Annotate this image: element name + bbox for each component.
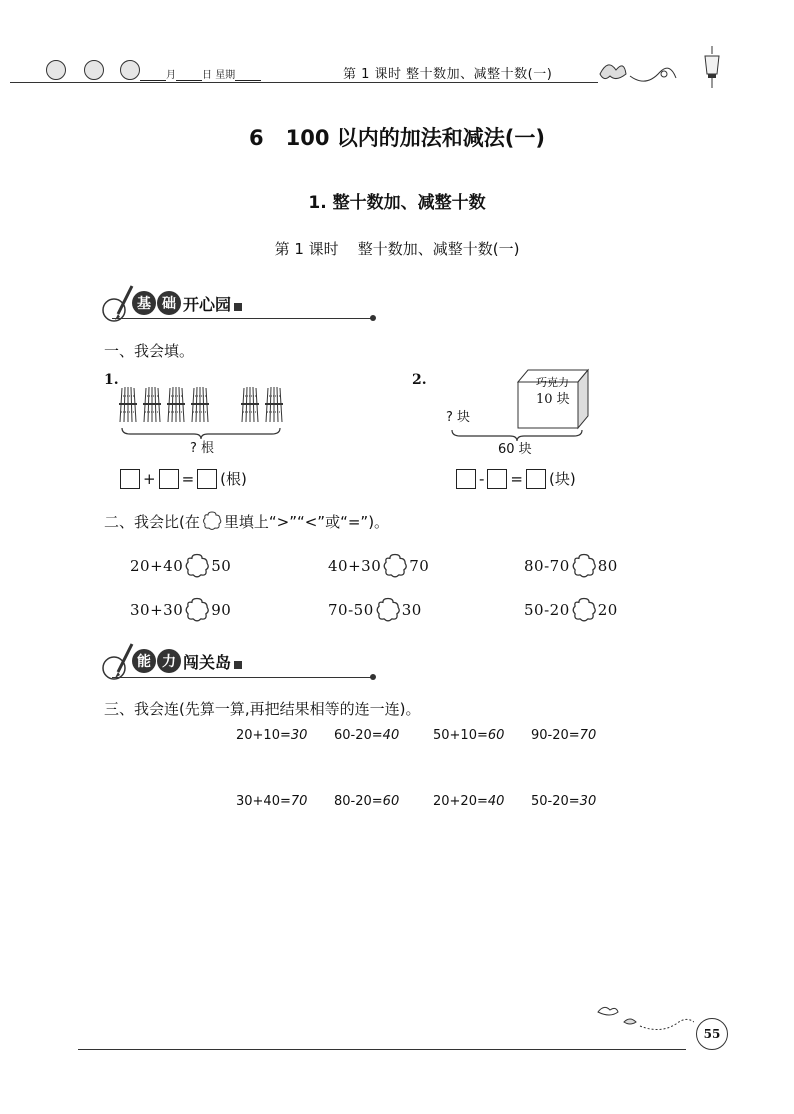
lantern-icon: [700, 46, 724, 90]
badge-text: 开心园: [183, 294, 232, 314]
section-badge-basic: [132, 290, 242, 316]
q1-p2-unknown-label: ? 块: [446, 410, 471, 425]
match-item[interactable]: 90-20=70: [531, 728, 597, 743]
q3-heading: 三、我会连(先算一算,再把结果相等的连一连)。: [104, 700, 421, 718]
q1-p2-equation: - = (块): [456, 468, 576, 489]
compare-item: 70-50 30: [328, 596, 422, 624]
compare-item: 20+40 50: [130, 552, 231, 580]
answer-box[interactable]: [197, 469, 217, 489]
date-fields: 月 日 星期: [140, 66, 261, 81]
match-item[interactable]: 60-20=40: [334, 728, 400, 743]
section-title: 1. 整十数加、减整十数: [308, 193, 486, 213]
rule-dot-icon: [370, 315, 376, 321]
cloud-icon: [201, 510, 223, 532]
smiley-face-icon: [120, 60, 140, 80]
answer-box[interactable]: [120, 469, 140, 489]
header-lesson-title: 第 1 课时 整十数加、减整十数(一): [343, 67, 553, 82]
badge-char: 础: [157, 291, 181, 315]
smiley-face-icon: [84, 60, 104, 80]
page-number: 55: [696, 1018, 728, 1050]
compare-item: 50-20 20: [524, 596, 618, 624]
compare-item: 40+30 70: [328, 552, 429, 580]
section-rule: [112, 677, 372, 678]
badge-text: 闯关岛: [183, 652, 232, 672]
answer-box[interactable]: [456, 469, 476, 489]
section-badge-ability: [132, 648, 242, 674]
chocolate-box-label-top: 巧克力: [536, 376, 569, 389]
compare-item: 80-70 80: [524, 552, 618, 580]
cloud-answer-icon[interactable]: [381, 552, 409, 580]
q1-heading: 一、我会填。: [104, 342, 195, 360]
compare-item: 30+30 90: [130, 596, 231, 624]
answer-box[interactable]: [487, 469, 507, 489]
badge-square-icon: [234, 661, 242, 669]
bird-decoration-icon: [594, 1002, 694, 1036]
section-rule: [112, 318, 372, 319]
q2-heading: 二、我会比(在 里填上“>”“<”或“=”)。: [104, 510, 389, 532]
q1-p1-number: 1.: [104, 372, 119, 388]
cloud-answer-icon[interactable]: [570, 596, 598, 624]
answer-box[interactable]: [526, 469, 546, 489]
cloud-answer-icon[interactable]: [183, 552, 211, 580]
match-item[interactable]: 50-20=30: [531, 794, 597, 809]
smiley-face-icon: [46, 60, 66, 80]
badge-char: 能: [132, 649, 156, 673]
cloud-answer-icon[interactable]: [374, 596, 402, 624]
q1-p2-brace-label: 60 块: [498, 442, 532, 457]
q1-p1-brace-label: ? 根: [190, 441, 215, 456]
q1-p1-equation: + = (根): [120, 468, 247, 489]
rule-dot-icon: [370, 674, 376, 680]
stick-bundles-illustration: [118, 384, 288, 426]
badge-char: 基: [132, 291, 156, 315]
match-item[interactable]: 20+20=40: [433, 794, 505, 809]
lesson-title: 第 1 课时 整十数加、减整十数(一): [274, 240, 520, 258]
match-item[interactable]: 80-20=60: [334, 794, 400, 809]
match-item[interactable]: 30+40=70: [236, 794, 308, 809]
footer-rule: [78, 1049, 686, 1050]
answer-box[interactable]: [159, 469, 179, 489]
cloud-answer-icon[interactable]: [570, 552, 598, 580]
match-item[interactable]: 20+10=30: [236, 728, 308, 743]
badge-square-icon: [234, 303, 242, 311]
q1-p2-number: 2.: [412, 372, 427, 388]
butterfly-decoration-icon: [596, 54, 696, 86]
chocolate-box-label-bottom: 10 块: [536, 392, 570, 407]
match-item[interactable]: 50+10=60: [433, 728, 505, 743]
cloud-answer-icon[interactable]: [183, 596, 211, 624]
unit-title: 6 100 以内的加法和减法(一): [249, 126, 545, 150]
badge-char: 力: [157, 649, 181, 673]
header-rule: [10, 82, 598, 83]
